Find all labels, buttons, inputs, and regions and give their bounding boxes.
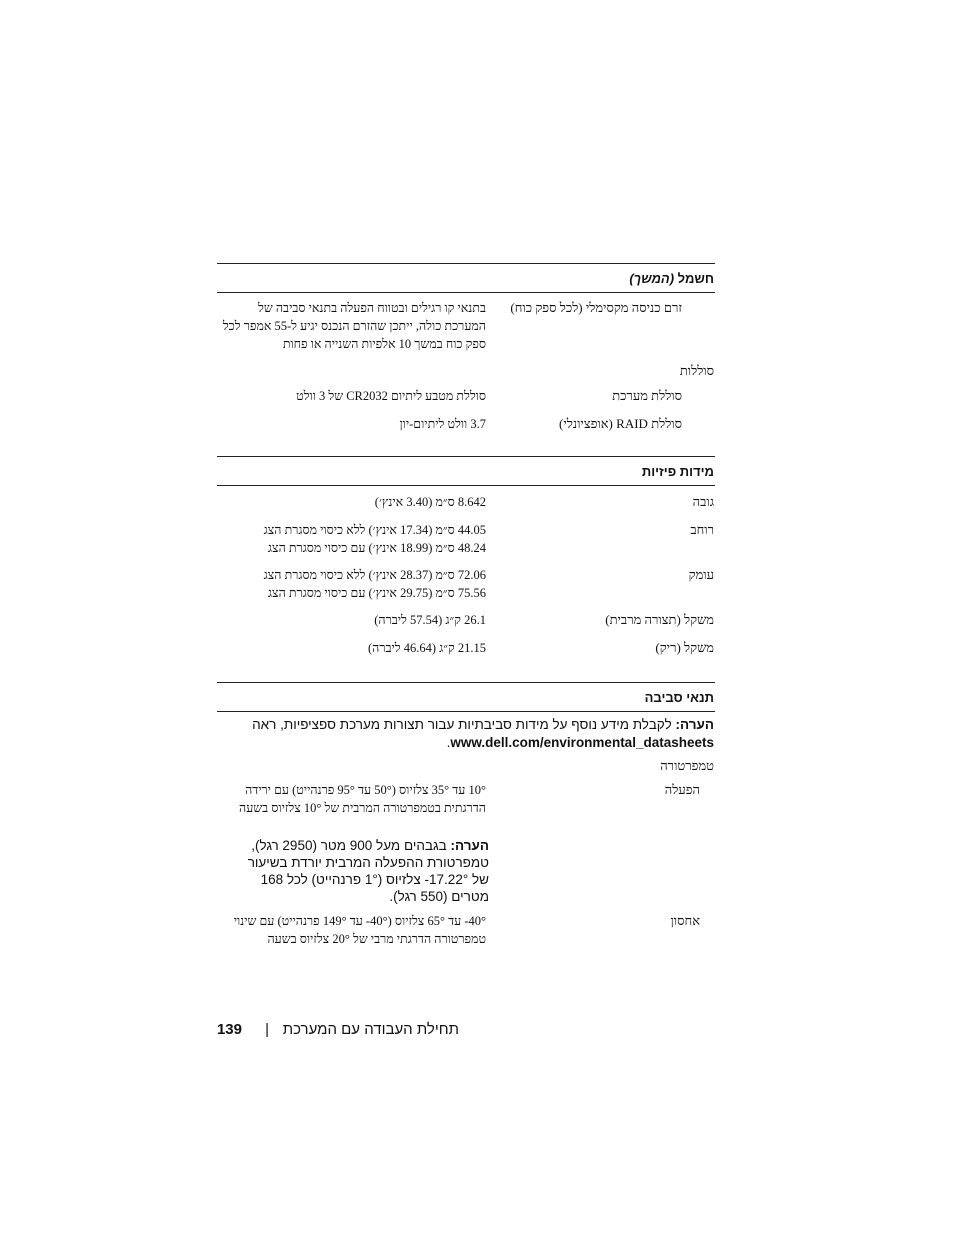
depth-label: עומק bbox=[688, 567, 714, 582]
raid-battery-value: 3.7 וולט ליתיום-יון bbox=[399, 417, 486, 431]
operating-label: הפעלה bbox=[664, 782, 700, 797]
raid-battery-label: סוללת RAID (אופציונלי) bbox=[559, 416, 682, 431]
height-label: גובה bbox=[692, 494, 714, 509]
height-value: 8.642 ס״מ (3.40 אינץ׳) bbox=[374, 495, 486, 509]
altitude-note bbox=[229, 837, 489, 905]
section-rule bbox=[217, 711, 715, 712]
section-rule bbox=[217, 456, 715, 457]
section-rule bbox=[217, 485, 715, 486]
section-rule bbox=[217, 263, 715, 264]
note-label: הערה: bbox=[675, 717, 714, 732]
page-number: 139 bbox=[216, 1021, 242, 1038]
section-rule bbox=[217, 292, 715, 293]
operating-temperature-value: 10° עד 35° צלזיוס (50° עד 95° פרנהייט) עם ירידה הדרגתית בטמפרטורה המרבית של 10° צלזיוס בשעה bbox=[239, 783, 486, 815]
temperature-heading: טמפרטורה bbox=[660, 758, 714, 773]
altitude-note-label: הערה: bbox=[450, 838, 489, 853]
environmental-datasheets-link[interactable]: www.dell.com/environmental_datasheets bbox=[450, 735, 714, 750]
power-heading-continued: (המשך) bbox=[629, 271, 675, 286]
note-text: לקבלת מידע נוסף על מידות סביבתיות עבור תצורות מערכת ספציפיות, ראה bbox=[252, 717, 672, 732]
inrush-current-label: זרם כניסה מקסימלי (לכל ספק כוח) bbox=[510, 300, 682, 315]
width-value-no-bezel: 44.05 ס״מ (17.34 אינץ׳) ללא כיסוי מסגרת הצג bbox=[263, 523, 486, 537]
environment-section-heading: תנאי סביבה bbox=[644, 690, 714, 705]
system-battery-value: סוללת מטבע ליתיום CR2032 של 3 וולט bbox=[296, 389, 486, 403]
inrush-current-value: בתנאי קו רגילים ובטווח הפעלה בתנאי סביבה של המערכת כולה, ייתכן שהזרם הנכנס יגיע ל-55 אמפר לכל ספק כוח במשך 10 אלפיות השנייה או פחות bbox=[222, 301, 486, 351]
weight-max-value: 26.1 ק״ג (57.54 ליברה) bbox=[374, 613, 486, 627]
footer-separator: | bbox=[265, 1021, 269, 1038]
system-battery-label: סוללת מערכת bbox=[612, 388, 682, 403]
section-rule bbox=[217, 682, 715, 683]
power-section-heading bbox=[629, 271, 714, 287]
chapter-title: תחילת העבודה עם המערכת bbox=[282, 1021, 459, 1038]
physical-section-heading: מידות פיזיות bbox=[641, 464, 714, 479]
altitude-note-text: בגבהים מעל 900 מטר (2950 רגל), טמפרטורת ההפעלה המרבית יורדת בשיעור של ‎-17.22° צלזיוס (1° פרנהייט) לכל 168 מטרים (550 רגל). bbox=[247, 838, 489, 904]
weight-max-label: משקל (תצורה מרבית) bbox=[605, 612, 714, 627]
width-value-with-bezel: 48.24 ס״מ (18.99 אינץ׳) עם כיסוי מסגרת הצג bbox=[267, 541, 486, 555]
storage-temperature-value: ‎-40° עד 65° צלזיוס (‎-40° עד 149° פרנהייט) עם שינוי טמפרטורה הדרגתי מרבי של 20° צלזיוס בשעה bbox=[233, 914, 486, 946]
depth-value-with-bezel: 75.56 ס״מ (29.75 אינץ׳) עם כיסוי מסגרת הצג bbox=[267, 586, 486, 600]
note-end: . bbox=[446, 735, 451, 750]
batteries-heading: סוללות bbox=[679, 363, 714, 378]
weight-empty-value: 21.15 ק״ג (46.64 ליברה) bbox=[367, 641, 486, 655]
environment-note bbox=[238, 716, 714, 752]
power-heading-text: חשמל bbox=[677, 271, 714, 286]
depth-value-no-bezel: 72.06 ס״מ (28.37 אינץ׳) ללא כיסוי מסגרת הצג bbox=[263, 568, 486, 582]
storage-label: אחסון bbox=[670, 913, 700, 928]
weight-empty-label: משקל (ריק) bbox=[655, 640, 714, 655]
width-label: רוחב bbox=[690, 522, 714, 537]
